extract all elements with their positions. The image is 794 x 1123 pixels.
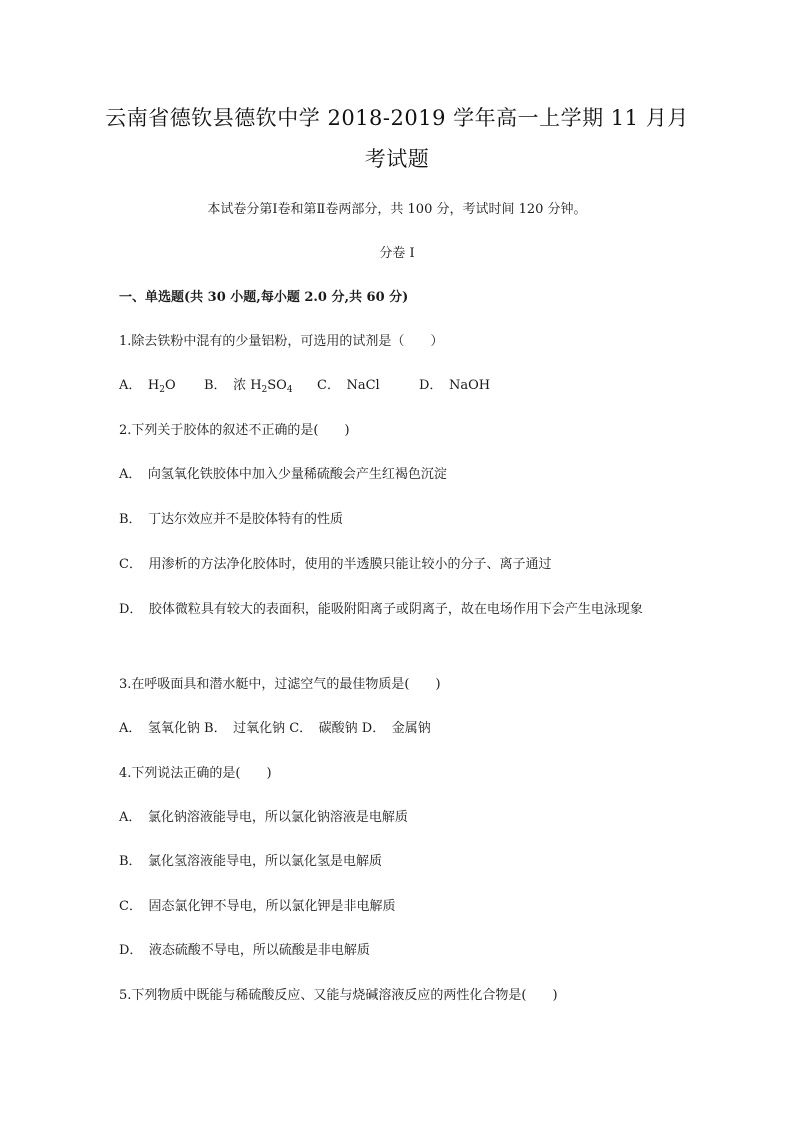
question-2-option-b: B． 丁达尔效应并不是胶体特有的性质 bbox=[119, 512, 344, 527]
question-5-stem: 5.下列物质中既能与稀硫酸反应、又能与烧碱溶液反应的两性化合物是( ) bbox=[119, 988, 558, 1003]
question-2-option-a: A． 向氢氧化铁胶体中加入少量稀硫酸会产生红褐色沉淀 bbox=[119, 467, 447, 482]
question-1-option-b: B． 浓 $H_2SO_4$ bbox=[204, 378, 293, 395]
question-4-option-a: A． 氯化钠溶液能导电，所以氯化钠溶液是电解质 bbox=[119, 810, 408, 825]
question-4-stem: 4.下列说法正确的是( ) bbox=[119, 766, 272, 781]
question-4-option-d: D． 液态硫酸不导电，所以硫酸是非电解质 bbox=[119, 943, 370, 958]
question-4-option-b: B． 氯化氢溶液能导电，所以氯化氢是电解质 bbox=[119, 854, 383, 869]
exam-title-line-1: 云南省德钦县德钦中学 2018-2019 学年高一上学期 11 月月 bbox=[105, 106, 689, 130]
question-2-option-c: C． 用渗析的方法净化胶体时，使用的半透膜只能让较小的分子、离子通过 bbox=[119, 557, 552, 572]
exam-intro: 本试卷分第Ⅰ卷和第Ⅱ卷两部分，共 100 分，考试时间 120 分钟。 bbox=[207, 202, 587, 217]
question-3-options: A． 氢氧化钠 B． 过氧化钠 C． 碳酸钠 D． 金属钠 bbox=[119, 721, 431, 736]
question-1-option-d: D． NaOH bbox=[419, 378, 491, 393]
section-heading: 一、单选题(共 30 小题,每小题 2.0 分,共 60 分) bbox=[119, 290, 409, 305]
question-1-stem: 1.除去铁粉中混有的少量铝粉，可选用的试剂是（ ） bbox=[119, 334, 444, 349]
question-3-stem: 3.在呼吸面具和潜水艇中，过滤空气的最佳物质是( ) bbox=[119, 677, 441, 692]
question-2-stem: 2.下列关于胶体的叙述不正确的是( ) bbox=[119, 423, 350, 438]
question-2-option-d: D． 胶体微粒具有较大的表面积，能吸附阳离子或阴离子，故在电场作用下会产生电泳现象 bbox=[119, 602, 643, 617]
exam-title-line-2: 考试题 bbox=[364, 147, 430, 171]
question-1-option-a: A． $H_2O$ bbox=[119, 378, 176, 395]
question-1-option-c: C． NaCl bbox=[317, 378, 380, 393]
question-4-option-c: C． 固态氯化钾不导电，所以氯化钾是非电解质 bbox=[119, 899, 396, 914]
volume-label: 分卷 I bbox=[379, 246, 415, 261]
question-1-options bbox=[119, 377, 684, 395]
